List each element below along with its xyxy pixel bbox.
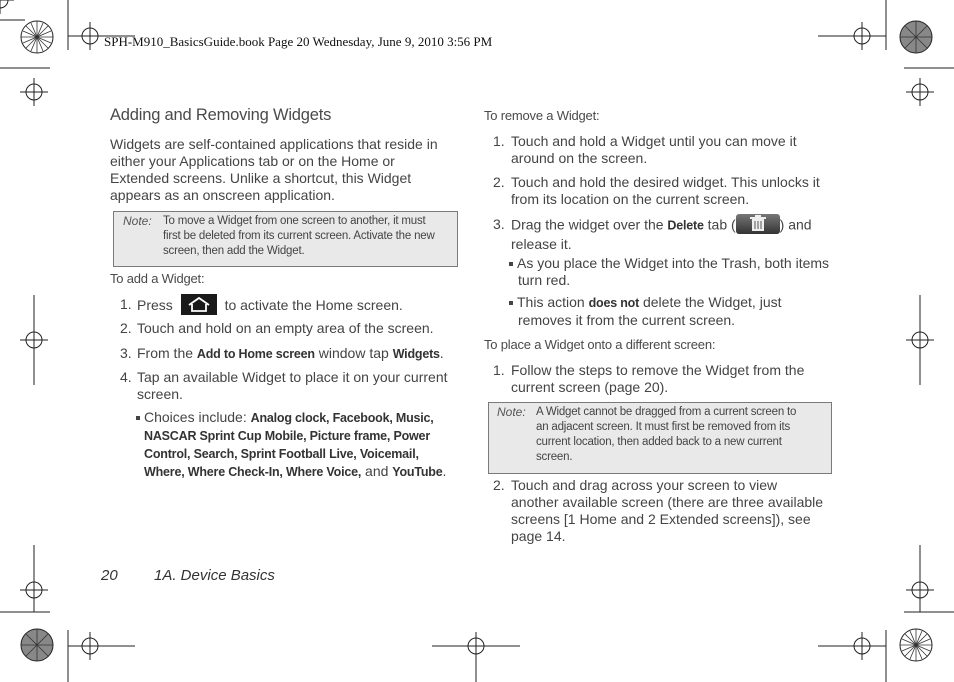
remove-step-2: Touch and hold the desired widget. This unlocks it from its location on the current screen. [511, 174, 820, 207]
bullet-icon [509, 294, 517, 310]
step-1: Press to activate the Home screen. [137, 296, 403, 317]
section-title: Adding and Removing Widgets [110, 106, 332, 124]
note-box-drag-widget [488, 402, 832, 474]
step-number: 2. [493, 174, 505, 190]
remove-step-1: Touch and hold a Widget until you can move it around on the screen. [511, 133, 797, 166]
step-number: 1. [120, 296, 132, 312]
step-number: 3. [493, 216, 505, 232]
remove-widget-heading: To remove a Widget: [484, 108, 600, 123]
step-number: 1. [493, 362, 505, 378]
bullet-icon [509, 255, 517, 271]
place-widget-heading: To place a Widget onto a different screen: [484, 337, 716, 352]
step-number: 2. [120, 320, 132, 336]
place-step-2: Touch and drag across your screen to view another available screen (there are three available screens [1 Home and 2 Extended screens]), see page 14. [511, 477, 824, 544]
note-text: A Widget cannot be dragged from a current screen to an adjacent screen. It must first be removed from its current location, then added back to a new current screen. [536, 406, 797, 463]
step-number: 3. [120, 345, 132, 361]
step-number: 1. [493, 133, 505, 149]
step-number: 4. [120, 369, 132, 385]
step-4: Tap an available Widget to place it on your current screen. [137, 369, 448, 402]
trash-red-bullet: As you place the Widget into the Trash, both items turn red. [509, 255, 829, 289]
intro-paragraph: Widgets are self-contained applications that reside in either your Applications tab or on the Home or Extended screens. Unlike a shortcut, this Widget appears as an onscreen application. [110, 136, 438, 203]
page-number: 20 [101, 567, 118, 584]
section-name: 1A. Device Basics [154, 567, 275, 584]
home-key-icon [181, 294, 217, 315]
remove-step-3: Drag the widget over the Delete tab ( ) and release it. [511, 216, 812, 253]
note-label: Note: [497, 405, 526, 419]
note-label: Note: [123, 214, 152, 228]
step-number: 2. [493, 477, 505, 493]
trash-icon [736, 214, 780, 234]
add-widget-heading: To add a Widget: [110, 271, 205, 286]
step-3: From the Add to Home screen window tap Widgets. [137, 345, 444, 361]
note-text: To move a Widget from one screen to another, it must first be deleted from its current screen. Activate the new screen, then add the Widget. [163, 215, 435, 257]
bullet-icon [136, 409, 144, 425]
print-header: SPH-M910_BasicsGuide.book Page 20 Wednesday, June 9, 2010 3:56 PM [104, 34, 493, 49]
note-box-move-widget [113, 211, 458, 267]
step-2: Touch and hold on an empty area of the screen. [137, 320, 434, 336]
does-not-delete-bullet: This action does not delete the Widget, just removes it from the current screen. [509, 294, 782, 329]
choices-bullet: Choices include: Analog clock, Facebook, Music, NASCAR Sprint Cup Mobile, Picture frame, Power Control, Search, Sprint Football Live, Voicemail, Where, Where Check-In, Where Voice, and YouTube. [136, 409, 446, 481]
place-step-1: Follow the steps to remove the Widget from the current screen (page 20). [511, 362, 805, 395]
